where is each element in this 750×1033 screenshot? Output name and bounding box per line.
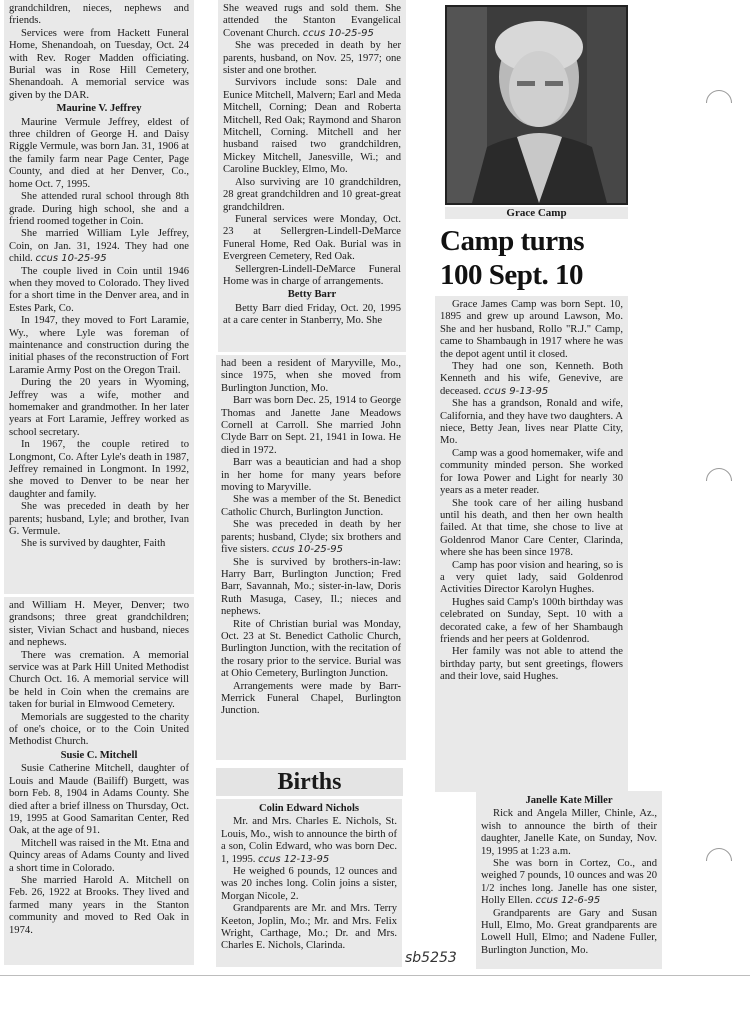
handwritten-stamp: sb5253 bbox=[405, 950, 457, 966]
grace-camp-photo bbox=[445, 5, 628, 205]
paragraph: Grandparents are Mr. and Mrs. Terry Keeton, Joplin, Mo.; Mr. and Mrs. Felix Wright, Carthage, Mo.; Dr. and Mrs. Charles E. Nichols, Clarinda. bbox=[221, 903, 397, 952]
paragraph: During the 20 years in Wyoming, Jeffrey was a wife, mother and homemaker and grandmother. In her later years at Fort Laramie, Jeffrey worked as school secretary. bbox=[9, 377, 189, 438]
handwritten-note: ccus 10-25-95 bbox=[35, 253, 107, 265]
paragraph: She is survived by daughter, Faith bbox=[21, 538, 166, 550]
paragraph: Mitchell was raised in the Mt. Etna and Quincy areas of Adams County and lived a short time in Colorado. bbox=[9, 837, 189, 874]
paragraph: and William H. Meyer, Denver; two grandsons; three great grandchildren; sister, Vivian Schact and husband, nieces and nephews. bbox=[9, 600, 189, 649]
paragraph: Survivors include sons: Dale and Eunice Mitchell, Malvern; Earl and Meda Mitchell, Corning; Dean and Roberta Mitchell, Red Oak; Raymond and Sharon Mitchell, Corning. Mitchell and her husband raised two grandchildren, Mickey Mitchell, Janesville, Wi.; and Caroline Buckley, Elmo, Mo. bbox=[223, 77, 401, 176]
birth-heading: Colin Edward Nichols bbox=[258, 803, 360, 814]
paragraph: She was preceded in death by her parents, husband, on Nov. 25, 1977; one sister and one brother. bbox=[223, 40, 401, 77]
paragraph bbox=[223, 3, 401, 40]
jeffrey-obituary-clipping bbox=[4, 0, 194, 594]
paragraph: Memorials are suggested to the charity of one's choice, or to the Coin United Methodist Church. bbox=[9, 711, 189, 748]
miller-birth-clipping bbox=[476, 791, 662, 969]
paragraph: Camp was a good homemaker, wife and community minded person. She worked for Iowa Power and Light for nearly 30 years as a meter reader. bbox=[440, 447, 623, 497]
binder-hole bbox=[706, 468, 732, 494]
paragraph: Grace James Camp was born Sept. 10, 1895 and grew up around Lawson, Mo. She and her husband, Rollo "R.J." Camp, came to Shambaugh in 1917 where he was the depot agent until it closed. bbox=[440, 299, 623, 360]
paragraph: Services were from Hackett Funeral Home, Shenandoah, on Tuesday, Oct. 24 with Rev. Roger Madden officiating. Burial was in Rose Hill Cemetery, Shenandoah. A memorial service was given by the DAR. bbox=[9, 27, 189, 101]
scan-edge-line bbox=[0, 975, 750, 976]
barr-obituary-clipping bbox=[216, 355, 406, 760]
handwritten-note: ccus 10-25-95 bbox=[271, 544, 344, 556]
paragraph: Grandparents are Gary and Susan Hull, Elmo, Mo. Great grandparents are Lowell Hull, Elmo; and Nadene Fuller, Burlington Junction, Mo. bbox=[481, 907, 657, 956]
portrait-image bbox=[447, 7, 626, 203]
headline-line: Camp turns bbox=[440, 225, 585, 257]
paragraph: There was cremation. A memorial service was at Park Hill United Methodist Church Oct. 16. A memorial service will be held in Coin when the cremains are taken for burial in Elmwood Cemetery. bbox=[9, 649, 189, 711]
paragraph: Her family was not able to attend the birthday party, but sent greetings, flowers and their love, said Hughes. bbox=[440, 646, 623, 683]
paragraph: He weighed 6 pounds, 12 ounces and was 20 inches long. Colin joins a sister, Morgan Nicole, 2. bbox=[221, 866, 397, 902]
obituary-heading: Maurine V. Jeffrey bbox=[56, 103, 142, 115]
obituary-heading: Betty Barr bbox=[287, 289, 337, 301]
paragraph: In 1947, they moved to Fort Laramie, Wy., where Lyle was foreman of maintenance and construction during the initial phases of the reconstruction of Fort Laramie Army Post on the Oregon Trail. bbox=[9, 315, 189, 376]
paragraph: She married Harold A. Mitchell on Feb. 26, 1922 at Brooks. They lived and farmed many years in the Stanton community and moved to Red Oak in 1974. bbox=[9, 874, 189, 936]
paragraph: Betty Barr died Friday, Oct. 20, 1995 at a care center in Stanberry, Mo. She bbox=[223, 302, 401, 327]
paragraph-text: She was preceded in death by her parents; husband, Clyde; six brothers and five sisters. bbox=[221, 519, 401, 556]
paragraph-text: They had one son, Kenneth. Both Kenneth and his wife, Genevive, are deceased. bbox=[440, 361, 623, 397]
birth-heading: Janelle Kate Miller bbox=[525, 795, 613, 806]
paragraph: The couple lived in Coin until 1946 when they moved to Colorado. They lived for a short time in the Denver area, and in Estes Park, Co. bbox=[9, 265, 189, 314]
paragraph bbox=[221, 816, 397, 866]
handwritten-note: ccus 12-13-95 bbox=[258, 853, 330, 865]
paragraph-text: She was born in Cortez, Co., and weighed 7 pounds, 10 ounces and was 20 1/2 inches long. Janelle has one sister, Holly Ellen. bbox=[481, 858, 657, 907]
obituary-heading: Susie C. Mitchell bbox=[60, 749, 138, 761]
paragraph: Sellergren-Lindell-DeMarce Funeral Home was in charge of arrangements. bbox=[223, 263, 401, 287]
paragraph: Barr was a beautician and had a shop in her home for many years before moving to Maryville. bbox=[221, 457, 401, 494]
nichols-birth-clipping bbox=[216, 799, 402, 967]
camp-article-clipping bbox=[435, 296, 628, 792]
paragraph: Rite of Christian burial was Monday, Oct. 23 at St. Benedict Catholic Church, Burlington Junction, with the recitation of the rosary prior to the service. Burial was at Ohio Cemetery, Burlington Junction. bbox=[221, 618, 401, 680]
paragraph-text: She married William Lyle Jeffrey, Coin, on Jan. 31, 1924. They had one child. bbox=[9, 228, 189, 265]
paragraph: She took care of her ailing husband until his death, and then her own health failed. At that time, she chose to live at Goldenrod Manor Care Center, Clarinda, where she has been since 1978. bbox=[440, 497, 623, 559]
paragraph: She has a grandson, Ronald and wife, California, and they have two daughters. A niece, Betty Jean, lives near Platte City, Mo. bbox=[440, 398, 623, 447]
paragraph: Camp has poor vision and hearing, so is a very quiet lady, said Goldenrod Activities Director Karolyn Hughes. bbox=[440, 559, 623, 596]
paragraph: had been a resident of Maryville, Mo., since 1975, when she moved from Burlington Junction, Mo. bbox=[221, 358, 401, 394]
paragraph bbox=[481, 858, 657, 908]
paragraph: Hughes said Camp's 100th birthday was celebrated on Sunday, Sept. 10 with a decorated cake, a few of her Shambaugh friends and her peers at Goldenrod. bbox=[440, 596, 623, 645]
paragraph: Funeral services were Monday, Oct. 23 at Sellergren-Lindell-DeMarce Funeral Home, Red Oak. Burial was in Evergreen Cemetery, Red Oak. bbox=[223, 213, 401, 263]
camp-headline bbox=[440, 224, 630, 292]
paragraph: Barr was born Dec. 25, 1914 to George Thomas and Janette Jane Meadows Cornell at Carroll. She married John Clyde Barr on Sept. 21, 1941 in Iowa. He died in 1972. bbox=[221, 395, 401, 456]
mitchell-barr-clipping bbox=[218, 0, 406, 352]
paragraph: Also surviving are 10 grandchildren, 28 great grandchildren and 10 great-great grandchildren. bbox=[223, 176, 401, 213]
handwritten-note: ccus 9-13-95 bbox=[483, 385, 549, 397]
paragraph: Susie Catherine Mitchell, daughter of Louis and Maude (Bailiff) Burgett, was born Feb. 8, 1904 in Adams County. She died after a brief illness on Thursday, Oct. 19, 1995 at Good Samaritan Center, Red Oak, at the age of 91. bbox=[9, 763, 189, 837]
paragraph bbox=[440, 361, 623, 398]
paragraph: She attended rural school through 8th grade. During high school, she and a friend roomed together in Coin. bbox=[9, 191, 189, 227]
paragraph: Maurine Vermule Jeffrey, eldest of three children of George H. and Daisy Riggle Vermule, was born Jan. 31, 1906 at the family farm near Page Center, Page County, and died at her Denver, Co., home Oct. 7, 1995. bbox=[9, 116, 189, 190]
handwritten-note: ccus 10-25-95 bbox=[302, 27, 374, 39]
paragraph bbox=[9, 228, 189, 265]
photo-caption: Grace Camp bbox=[445, 207, 628, 219]
binder-hole bbox=[706, 848, 732, 874]
paragraph bbox=[221, 519, 401, 556]
paragraph-text: Mr. and Mrs. Charles E. Nichols, St. Louis, Mo., wish to announce the birth of a son, Colin Edward, who was born Dec. 1, 1995. bbox=[221, 816, 397, 865]
paragraph: She was preceded in death by her parents; husband, Lyle; and brother, Ivan G. Vermule. bbox=[9, 501, 189, 538]
headline-line: 100 Sept. 10 bbox=[440, 259, 584, 291]
paragraph: Rick and Angela Miller, Chinle, Az., wish to announce the birth of their daughter, Janelle Kate, on Sunday, Nov. 19, 1995 at 1:23 a.m. bbox=[481, 808, 657, 857]
births-heading: Births bbox=[216, 768, 403, 796]
paragraph-text: She weaved rugs and sold them. She attended the Stanton Evangelical Covenant Church. bbox=[223, 3, 401, 39]
mitchell-obituary-clipping bbox=[4, 597, 194, 965]
binder-hole bbox=[706, 90, 732, 116]
paragraph: Arrangements were made by Barr-Merrick Funeral Chapel, Burlington Junction. bbox=[221, 680, 401, 717]
paragraph: In 1967, the couple retired to Longmont, Co. After Lyle's death in 1987, Jeffrey remained in Longmont. In 1992, she moved to Denver to be near her daughter and family. bbox=[9, 439, 189, 500]
paragraph: grandchildren, nieces, nephews and friends. bbox=[9, 3, 189, 27]
handwritten-note: ccus 12-6-95 bbox=[535, 895, 601, 907]
paragraph: She was a member of the St. Benedict Catholic Church, Burlington Junction. bbox=[221, 494, 401, 518]
paragraph: She is survived by brothers-in-law: Harry Barr, Burlington Junction; Fred Barr, Savannah, Mo.; sister-in-law, Doris Ruth Masuga, Casey, Il.; nieces and nephews. bbox=[221, 556, 401, 618]
